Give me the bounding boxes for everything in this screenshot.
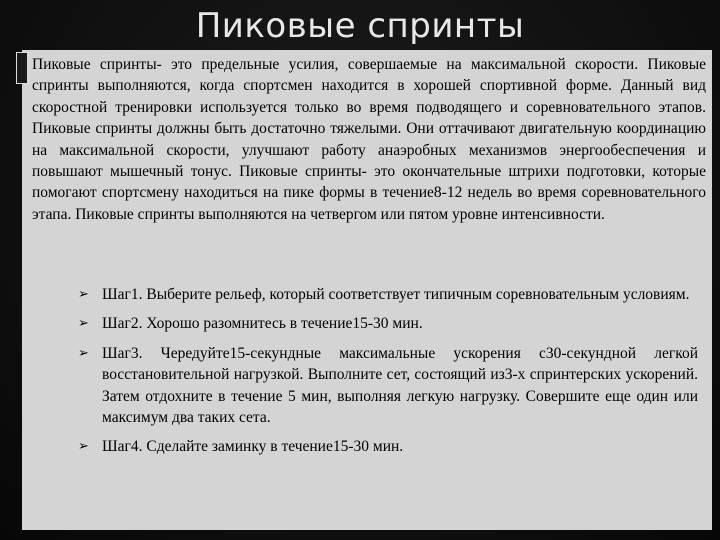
content-panel	[22, 50, 712, 530]
steps-list	[78, 284, 698, 466]
step-label: Шаг2.	[102, 315, 143, 333]
step-text: Сделайте заминку в течение15-30 мин.	[146, 438, 404, 456]
step-item	[78, 313, 698, 334]
step-label: Шаг1.	[102, 286, 143, 303]
arrow-right-icon: ➢	[78, 439, 89, 455]
slide-title: Пиковые спринты	[195, 6, 525, 46]
step-text: Выберите рельеф, который соответствует типичным соревновательным условиям.	[146, 286, 690, 303]
title-accent-bar	[16, 52, 28, 84]
step-label: Шаг3.	[102, 344, 143, 362]
step-item	[78, 343, 698, 429]
arrow-right-icon: ➢	[78, 287, 89, 302]
step-item	[78, 284, 698, 305]
arrow-right-icon: ➢	[78, 345, 89, 361]
step-label: Шаг4.	[102, 438, 143, 456]
intro-paragraph: Пиковые спринты- это предельные усилия, совершаемые на максимальной скорости. Пиковые спринты выполняются, когда спортсмен находится в хорошей спортивной форме. Данный вид скоростной тренировки используется только во время подводящего и соревновательного этапов. Пиковые спринты должны быть достаточно тяжелыми. Они оттачивают двигательную координацию на максимальной скорости, улучшают работу анаэробных механизмов энергообеспечения и повышают мышечный тонус. Пиковые спринты- это окончательные штрихи подготовки, которые помогают спортсмену находиться на пике формы в течение8-12 недель во время соревновательного этапа. Пиковые спринты выполняются на четвергом или пятом уровне интенсивности.	[32, 56, 706, 223]
step-text: Хорошо разомнитесь в течение15-30 мин.	[146, 315, 423, 333]
step-text: Чередуйте15-секундные максимальные ускорения с30-секундной легкой восстановительной нагрузкой. Выполните сет, состоящий из3-х спринтерских ускорений. Затем отдохните в течение 5 мин, выполняя легкую нагрузку. Совершите еще один или максимум два таких сета.	[102, 344, 698, 427]
step-item	[78, 436, 698, 457]
arrow-right-icon: ➢	[78, 316, 89, 332]
